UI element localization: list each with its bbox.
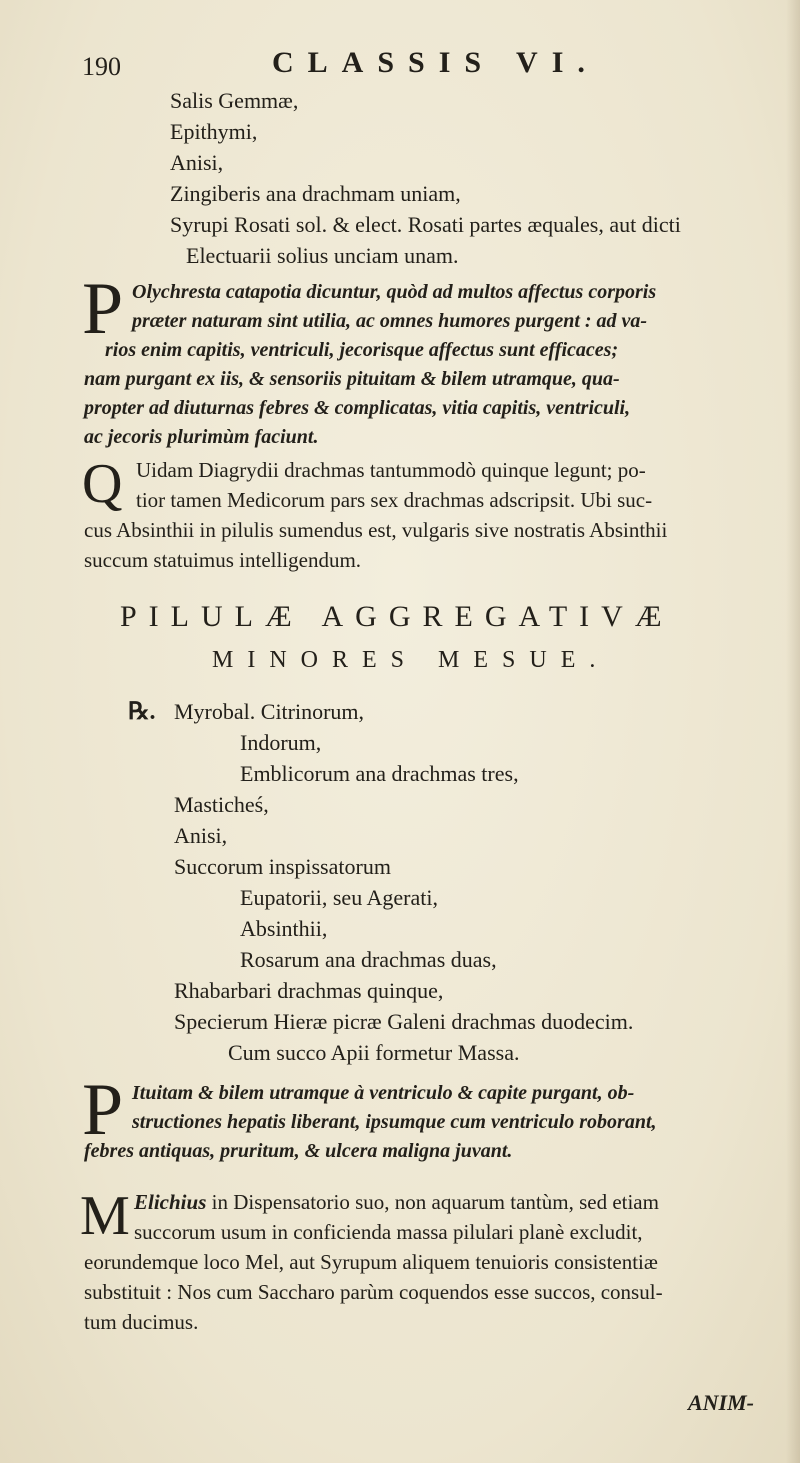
drop-cap-p: P [82,1069,124,1151]
recipe1-line: Salis Gemmæ, [170,88,299,113]
commentary1-line: Olychresta catapotia dicuntur, quòd ad multos affectus corporis [132,281,657,303]
commentary1-line: ac jecoris plurimùm faciunt. [84,426,319,448]
paragraph2-line: eorundemque loco Mel, aut Syrupum aliquem tenuioris consistentiæ [84,1250,658,1274]
recipe2-line: Rosarum ana drachmas duas, [240,947,497,972]
recipe2-line: Specierum Hieræ picræ Galeni drachmas duodecim. [174,1009,634,1034]
running-title: CLASSIS VI. [272,46,599,79]
recipe1-line: Syrupi Rosati sol. & elect. Rosati partes æquales, aut dicti [170,212,681,237]
page-number: 190 [82,52,121,81]
recipe2-line: Rhabarbari drachmas quinque, [174,978,444,1003]
recipe2-line: Masticheś, [174,792,269,817]
paragraph1-line: Uidam Diagrydii drachmas tantummodò quinque legunt; po- [136,458,646,482]
commentary1-line: propter ad diuturnas febres & complicatas, vitia capitis, ventriculi, [84,397,631,419]
recipe2-line: Cum succo Apii formetur Massa. [228,1040,520,1065]
commentary2-line: structiones hepatis liberant, ipsumque cum ventriculo roborant, [132,1111,657,1133]
recipe1-line: Epithymi, [170,119,258,144]
commentary1-line: præter naturam sint utilia, ac omnes humores purgent : ad va- [132,310,648,332]
recipe2-line: Anisi, [174,823,228,848]
commentary2-line: febres antiquas, pruritum, & ulcera maligna juvant. [84,1140,513,1162]
recipe2-line: Emblicorum ana drachmas tres, [240,761,519,786]
commentary1-line: rios enim capitis, ventriculi, jecorisque affectus sunt efficaces; [105,339,619,361]
drop-cap-m: M [80,1185,130,1247]
paragraph1-line: cus Absinthii in pilulis sumendus est, vulgaris sive nostratis Absinthii [84,518,668,542]
section-title: PILULÆ AGGREGATIVÆ [120,600,674,633]
commentary1-line: nam purgant ex iis, & sensoriis pituitam & bilem utramque, qua- [84,368,620,390]
paragraph2-line: tum ducimus. [84,1310,199,1334]
drop-cap-q: Q [82,453,123,515]
paragraph1-line: tior tamen Medicorum pars sex drachmas adscripsit. Ubi suc- [136,488,653,512]
paragraph2-line: succorum usum in conficienda massa pilulari planè excludit, [134,1220,643,1244]
recipe2-line: Eupatorii, seu Agerati, [240,885,438,910]
recipe1-line: Anisi, [170,150,224,175]
recipe1-line: Zingiberis ana drachmam uniam, [170,181,461,206]
recipe2-line: Myrobal. Citrinorum, [174,699,365,724]
drop-cap-p: P [82,268,124,350]
page-edge-shadow [786,0,800,1463]
recipe2-line: Succorum inspissatorum [174,854,391,879]
section-subtitle: MINORES MESUE. [212,647,610,673]
paragraph1-line: succum statuimus intelligendum. [84,548,362,572]
recipe1-line: Electuarii solius unciam unam. [186,243,459,268]
recipe-symbol: ℞. [128,699,156,725]
paragraph2-line: Elichius in Dispensatorio suo, non aquarum tantùm, sed etiam [134,1190,659,1214]
recipe2-line: Indorum, [240,730,322,755]
commentary2-line: Ituitam & bilem utramque à ventriculo & capite purgant, ob- [132,1082,635,1104]
paragraph2-line: substituit : Nos cum Saccharo parùm coquendos esse succos, consul- [84,1280,663,1304]
catchword: ANIM- [688,1390,755,1415]
author-name: Elichius [134,1190,207,1214]
recipe2-line: Absinthii, [240,916,328,941]
